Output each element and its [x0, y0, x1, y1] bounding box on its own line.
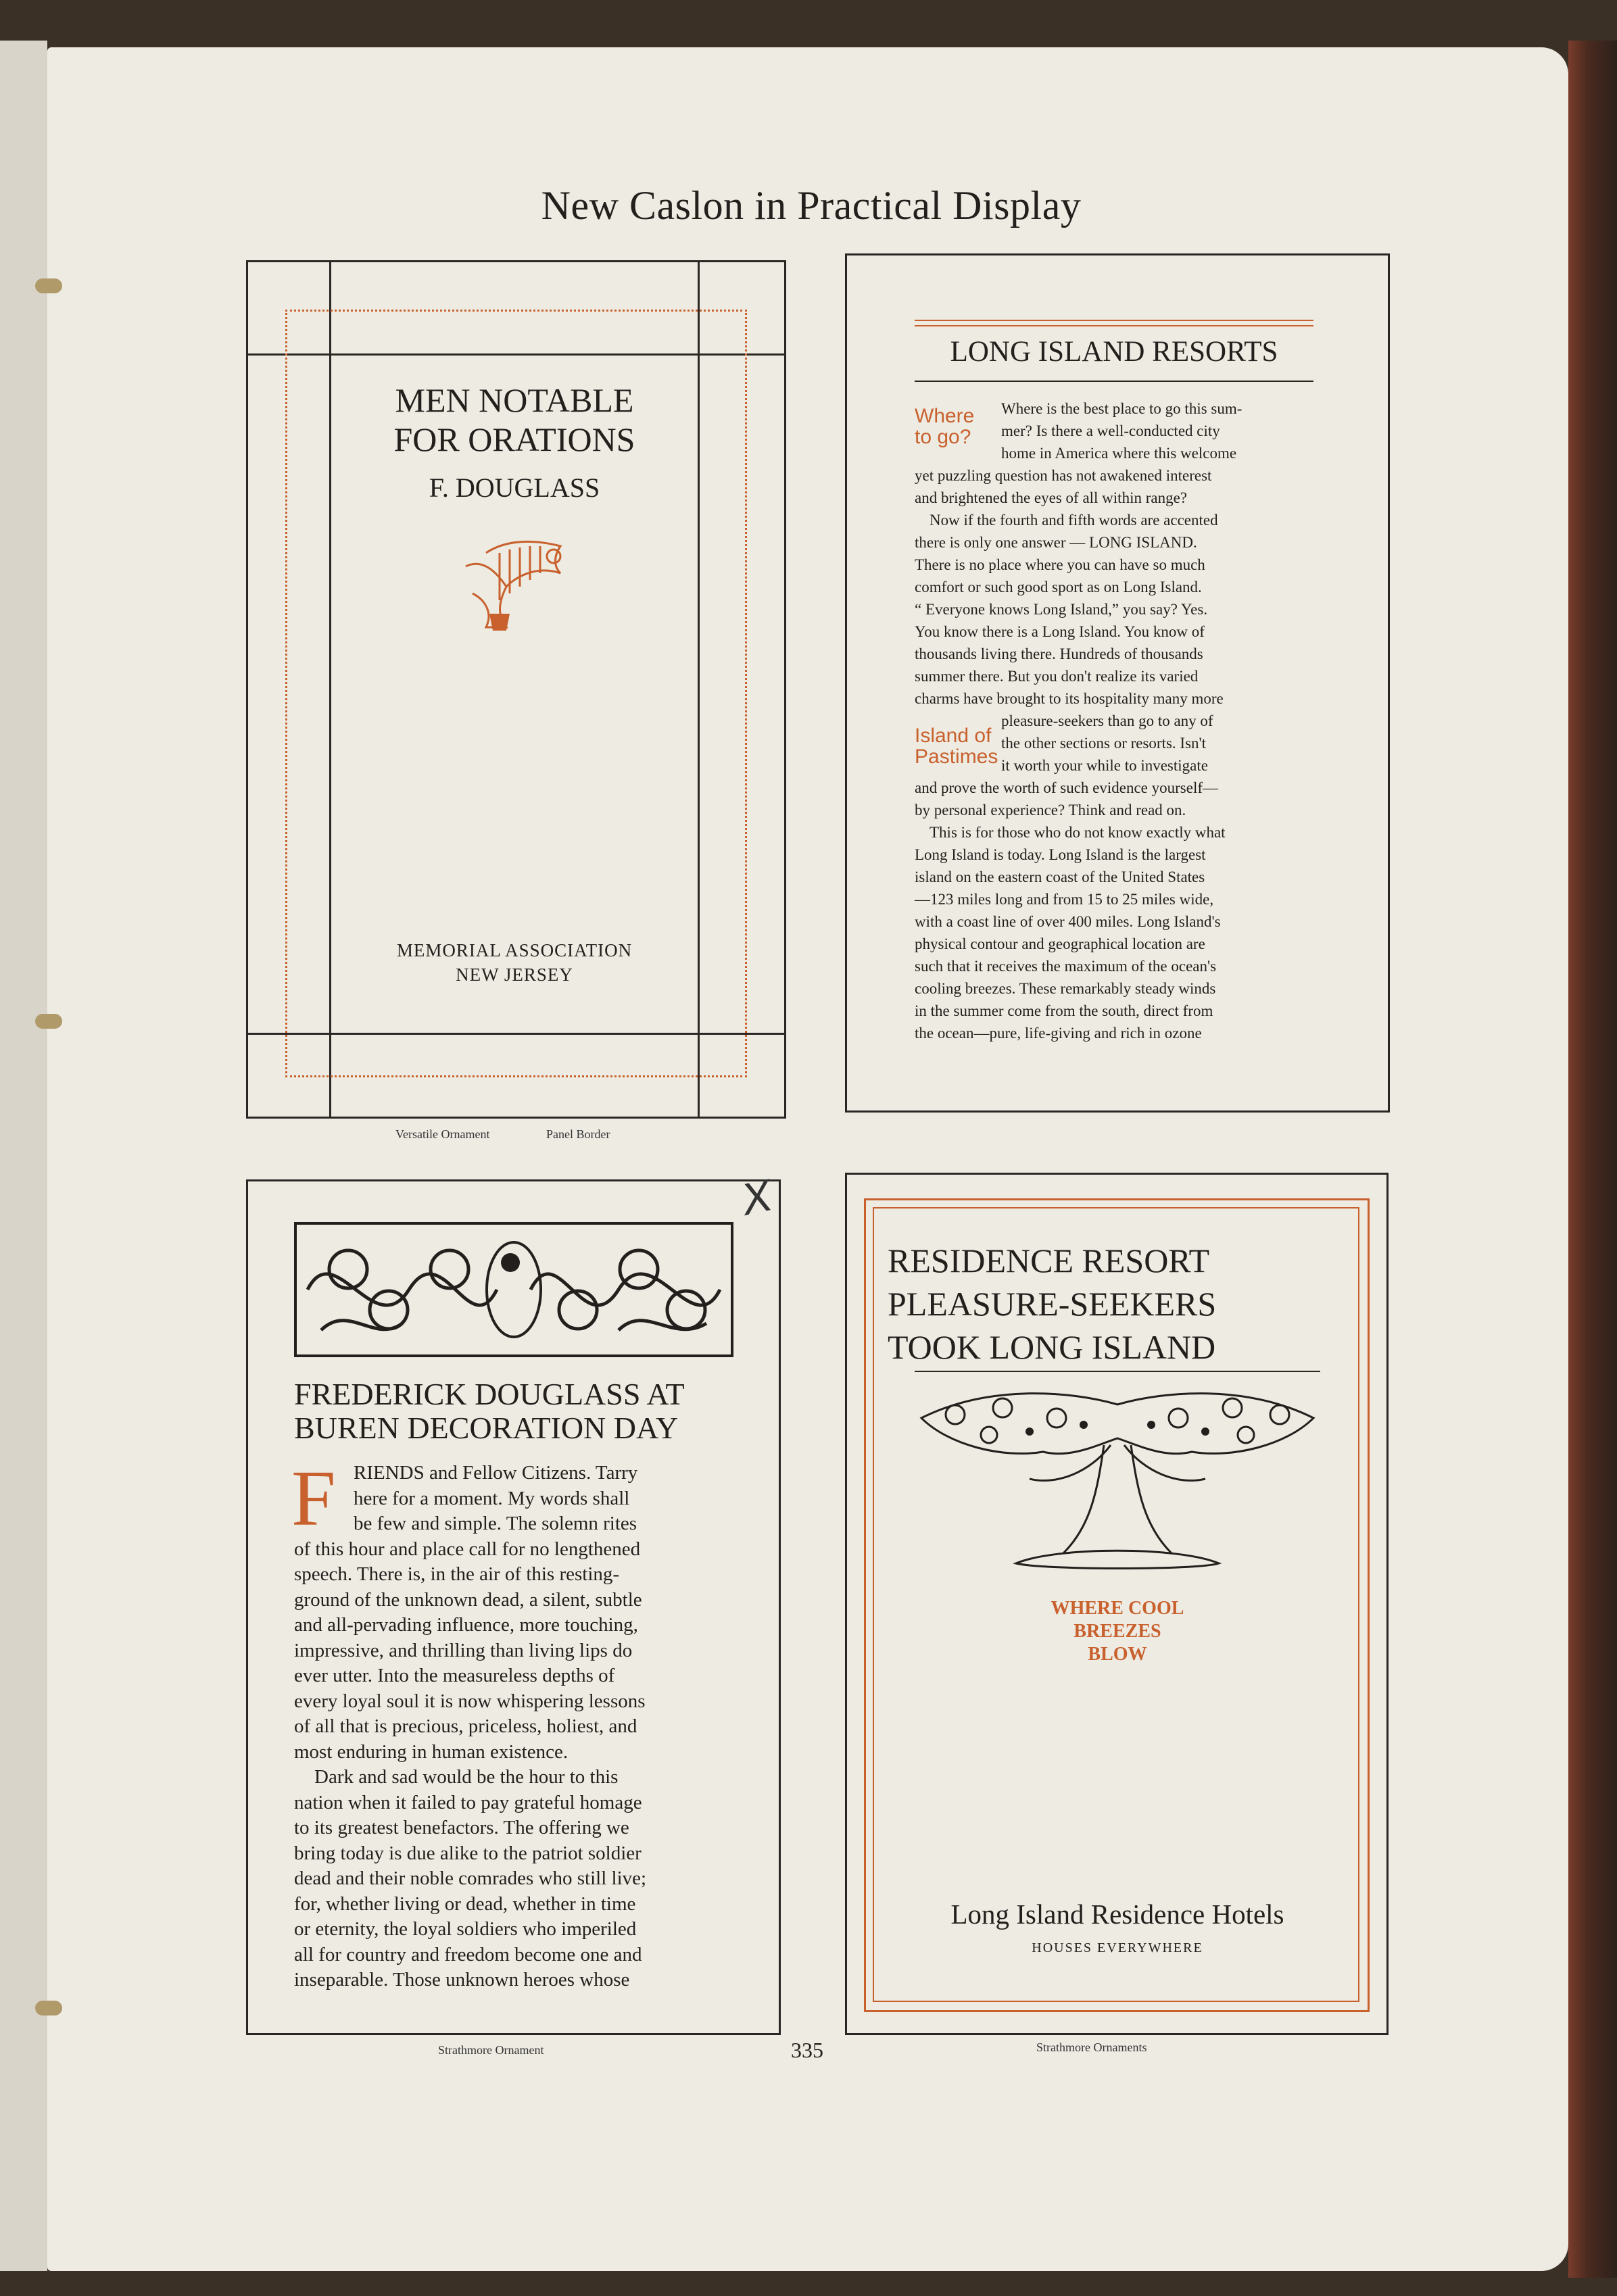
panel-2-body-line: it worth your while to investigate [1001, 757, 1208, 774]
panel-3-body-line: RIENDS and Fellow Citizens. Tarry [354, 1462, 638, 1484]
panel-2-body-line: mer? Is there a well-conducted city [1001, 422, 1220, 439]
panel-3-heading-line1: FREDERICK DOUGLASS AT [294, 1377, 685, 1411]
panel-2-body-line: thousands living there. Hundreds of thousands [915, 645, 1203, 662]
panel-residence-resort [845, 1173, 1389, 2035]
panel-2-body-line: there is only one answer — LONG ISLAND. [915, 534, 1197, 551]
panel-3-body-line: inseparable. Those unknown heroes whose [294, 1969, 630, 1990]
panel-3-body-line: of all that is precious, priceless, holiest, and [294, 1715, 637, 1737]
panel-3-body-line: be few and simple. The solemn rites [354, 1513, 637, 1534]
panel-2-heading: LONG ISLAND RESORTS [950, 336, 1278, 368]
panel-3-body-line: dead and their noble comrades who still live; [294, 1867, 647, 1889]
binding-ring [35, 278, 62, 293]
strathmore-ornament-icon [294, 1222, 733, 1357]
panel-2-body-line: Now if the fourth and fifth words are accented [930, 512, 1218, 529]
panel-2-body-line: —123 miles long and from 15 to 25 miles wide, [915, 891, 1214, 908]
panel-2-body-line: Where is the best place to go this sum- [1001, 400, 1242, 417]
panel-3-body-line: nation when it failed to pay grateful homage [294, 1791, 642, 1813]
panel-1-heading-line1: MEN NOTABLE [395, 381, 634, 419]
panel-3-body-line: every loyal soul it is now whispering lessons [294, 1690, 646, 1712]
panel-3-body [294, 1461, 740, 1993]
panel-2-body-line: cooling breezes. These remarkably steady winds [915, 980, 1216, 997]
caption-panel-border: Panel Border [546, 1127, 610, 1141]
panel-1-org-line1: MEMORIAL ASSOCIATION [396, 940, 633, 960]
panel-3-body-line: of this hour and place call for no lengthened [294, 1538, 641, 1560]
panel-3-body-line: here for a moment. My words shall [354, 1487, 630, 1509]
pencil-mark-x: X [736, 1169, 777, 1225]
panel-2-side-where: Where [915, 405, 975, 427]
panel-2-body-line: There is no place where you can have so much [915, 556, 1205, 573]
panel-4-motto-line1: WHERE COOL [1051, 1598, 1184, 1619]
panel-frederick-douglass [246, 1169, 781, 2035]
panel-2-body-line: in the summer come from the south, direct from [915, 1002, 1213, 1019]
panel-2-body-line: Long Island is today. Long Island is the largest [915, 846, 1206, 863]
panel-2-body-line: by personal experience? Think and read on. [915, 802, 1186, 819]
panel-3-body-line: most enduring in human existence. [294, 1740, 569, 1763]
panel-3-body-line: for, whether living or dead, whether in time [294, 1892, 636, 1915]
panel-3-body-line: Dark and sad would be the hour to this [314, 1766, 619, 1788]
panel-2-body-line: the ocean—pure, life-giving and rich in ozone [915, 1025, 1202, 1042]
drop-cap-f: F [291, 1454, 336, 1542]
panel-men-notable [246, 260, 786, 1119]
binding-strip [0, 41, 47, 2271]
binding-ring [35, 2001, 62, 2016]
panel-3-body-line: or eternity, the loyal soldiers who imperiled [294, 1918, 637, 1940]
panel-2-body [915, 397, 1313, 1044]
panel-4-footer-title: Long Island Residence Hotels [950, 1899, 1284, 1930]
panel-4-heading-line3: TOOK LONG ISLAND [888, 1328, 1216, 1366]
panel-3-body-line: bring today is due alike to the patriot soldier [294, 1842, 642, 1864]
panel-3-body-line: all for country and freedom become one and [294, 1943, 642, 1965]
panel-2-body-line: and brightened the eyes of all within range? [915, 489, 1187, 506]
panel-1-name: F. DOUGLASS [429, 472, 600, 503]
panel-4-motto-line2: BREEZES [1073, 1621, 1161, 1642]
panel-4-footer-sub: HOUSES EVERYWHERE [1032, 1940, 1203, 1955]
panel-2-body-line: yet puzzling question has not awakened interest [915, 467, 1212, 484]
panel-3-body-line: speech. There is, in the air of this resting- [294, 1563, 620, 1585]
panel-3-body-line: to its greatest benefactors. The offering we [294, 1817, 629, 1838]
tree-ornament-icon [908, 1377, 1327, 1580]
panel-4-motto-line3: BLOW [1088, 1644, 1147, 1665]
panel-3-body-line: and all-pervading influence, more touching, [294, 1614, 638, 1636]
panel-2-side-to-go: to go? [915, 426, 971, 448]
panel-3-heading-line2: BUREN DECORATION DAY [294, 1411, 679, 1445]
panel-2-body-line: with a coast line of over 400 miles. Long Island's [915, 913, 1221, 930]
panel-2-body-line: home in America where this welcome [1001, 445, 1237, 462]
lyre-ornament-icon [459, 526, 567, 634]
panel-4-heading-line2: PLEASURE-SEEKERS [888, 1285, 1217, 1323]
panel-2-body-line: pleasure-seekers than go to any of [1001, 712, 1213, 729]
panel-1-org-line2: NEW JERSEY [456, 964, 573, 985]
panel-2-body-line: charms have brought to its hospitality many more [915, 690, 1224, 707]
panel-3-body-line: ground of the unknown dead, a silent, subtle [294, 1588, 642, 1611]
binding-ring [35, 1014, 62, 1029]
panel-2-body-line: comfort or such good sport as on Long Island. [915, 579, 1202, 595]
panel-2-body-line: physical contour and geographical location are [915, 935, 1205, 952]
panel-long-island-resorts [845, 253, 1390, 1113]
panel-2-body-line: “ Everyone knows Long Island,” you say? Yes. [915, 601, 1208, 618]
panel-2-body-line: island on the eastern coast of the United States [915, 869, 1205, 885]
panel-2-side-pastimes: Pastimes [915, 746, 998, 768]
book-cover-edge [1568, 41, 1617, 2278]
caption-versatile-ornament: Versatile Ornament [395, 1127, 490, 1141]
panel-2-body-line: This is for those who do not know exactly what [930, 824, 1226, 841]
page-number: 335 [791, 2038, 823, 2062]
caption-strathmore-ornaments: Strathmore Ornaments [1036, 2041, 1147, 2054]
panel-3-body-line: ever utter. Into the measureless depths of [294, 1665, 615, 1686]
panel-2-body-line: and prove the worth of such evidence yourself— [915, 779, 1218, 796]
panel-2-body-line: the other sections or resorts. Isn't [1001, 735, 1207, 752]
caption-strathmore-ornament: Strathmore Ornament [438, 2043, 544, 2057]
panel-1-heading-line2: FOR ORATIONS [393, 420, 635, 458]
panel-4-heading-line1: RESIDENCE RESORT [888, 1242, 1210, 1279]
panel-2-body-line: You know there is a Long Island. You know of [915, 623, 1205, 640]
panel-3-body-line: impressive, and thrilling than living lips do [294, 1639, 633, 1661]
panel-2-body-line: such that it receives the maximum of the ocean's [915, 958, 1217, 975]
panel-2-side-island-of: Island of [915, 725, 992, 747]
page-title: New Caslon in Practical Display [541, 183, 1082, 228]
panel-2-body-line: summer there. But you don't realize its varied [915, 668, 1199, 685]
